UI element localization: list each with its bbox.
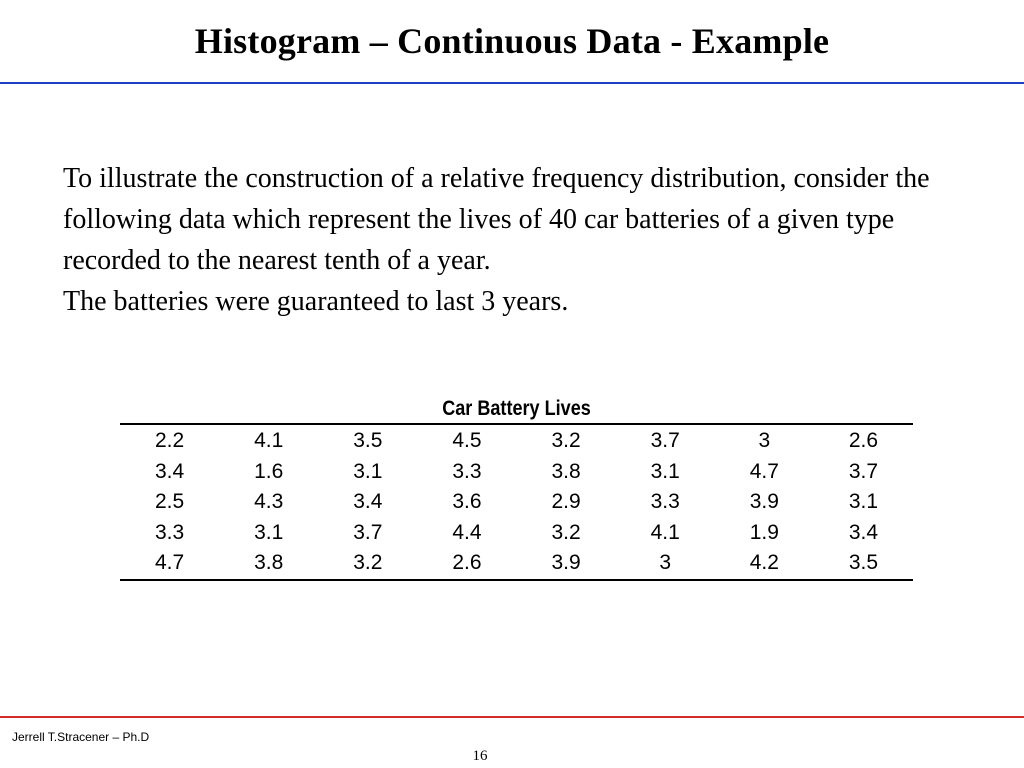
- table-cell: 3.5: [353, 429, 383, 453]
- table-cell: 4.7: [749, 459, 779, 483]
- body-text: [63, 158, 973, 322]
- table-cell: 3: [659, 551, 672, 575]
- table-cell: 3.2: [551, 429, 581, 453]
- table-row: [120, 548, 913, 580]
- table-cell: 2.9: [551, 490, 581, 514]
- title-divider: [0, 82, 1024, 84]
- footer-author: Jerrell T.Stracener – Ph.D: [12, 730, 150, 744]
- table-cell: 2.2: [154, 429, 185, 453]
- table-cell: 3.3: [650, 490, 680, 514]
- table-cell: 3.5: [848, 551, 879, 575]
- table-cell: 3.8: [551, 459, 581, 483]
- table-row: [120, 424, 913, 457]
- table-cell: 1.6: [254, 459, 284, 483]
- battery-lives-table-container: [120, 395, 913, 581]
- table-cell: 1.9: [749, 520, 779, 544]
- table-cell: 3.1: [650, 459, 680, 483]
- battery-lives-table: [120, 423, 913, 581]
- table-cell: 4.3: [254, 490, 284, 514]
- table-cell: 4.2: [749, 551, 779, 575]
- table-cell: 2.5: [154, 490, 185, 514]
- table-caption: Car Battery Lives: [442, 397, 591, 420]
- table-cell: 4.4: [452, 520, 482, 544]
- table-row: [120, 457, 913, 488]
- table-cell: 4.1: [650, 520, 680, 544]
- table-cell: 3.8: [254, 551, 284, 575]
- table-cell: 3.1: [848, 490, 879, 514]
- table-row: [120, 487, 913, 518]
- table-cell: 3.4: [353, 490, 383, 514]
- guarantee-paragraph: The batteries were guaranteed to last 3 years.: [63, 286, 569, 317]
- table-cell: 3.7: [650, 429, 680, 453]
- footer-divider: [0, 716, 1024, 718]
- table-cell: 3.9: [551, 551, 581, 575]
- page-number: 16: [472, 748, 488, 764]
- table-cell: 3.7: [353, 520, 383, 544]
- table-cell: 4.7: [154, 551, 185, 575]
- table-cell: 2.6: [848, 429, 879, 453]
- table-cell: 3.1: [254, 520, 284, 544]
- table-cell: 3.1: [353, 459, 383, 483]
- table-cell: 3.4: [154, 459, 185, 483]
- table-cell: 3.7: [848, 459, 879, 483]
- table-cell: 3.9: [749, 490, 779, 514]
- table-row: [120, 518, 913, 549]
- table-cell: 4.1: [254, 429, 284, 453]
- table-cell: 3.2: [551, 520, 581, 544]
- intro-paragraph: To illustrate the construction of a relative frequency distribution, consider the following data which represent the lives of 40 car batteries of a given type recorded to the nearest tenth of a year.: [63, 163, 930, 276]
- table-cell: 3.2: [353, 551, 383, 575]
- table-cell: 3.6: [452, 490, 482, 514]
- table-cell: 2.6: [452, 551, 482, 575]
- table-cell: 4.5: [452, 429, 482, 453]
- table-cell: 3.3: [452, 459, 482, 483]
- slide-title: Histogram – Continuous Data - Example: [194, 21, 830, 61]
- table-cell: 3: [758, 429, 771, 453]
- table-cell: 3.4: [848, 520, 879, 544]
- table-cell: 3.3: [154, 520, 185, 544]
- table-body: [120, 424, 913, 580]
